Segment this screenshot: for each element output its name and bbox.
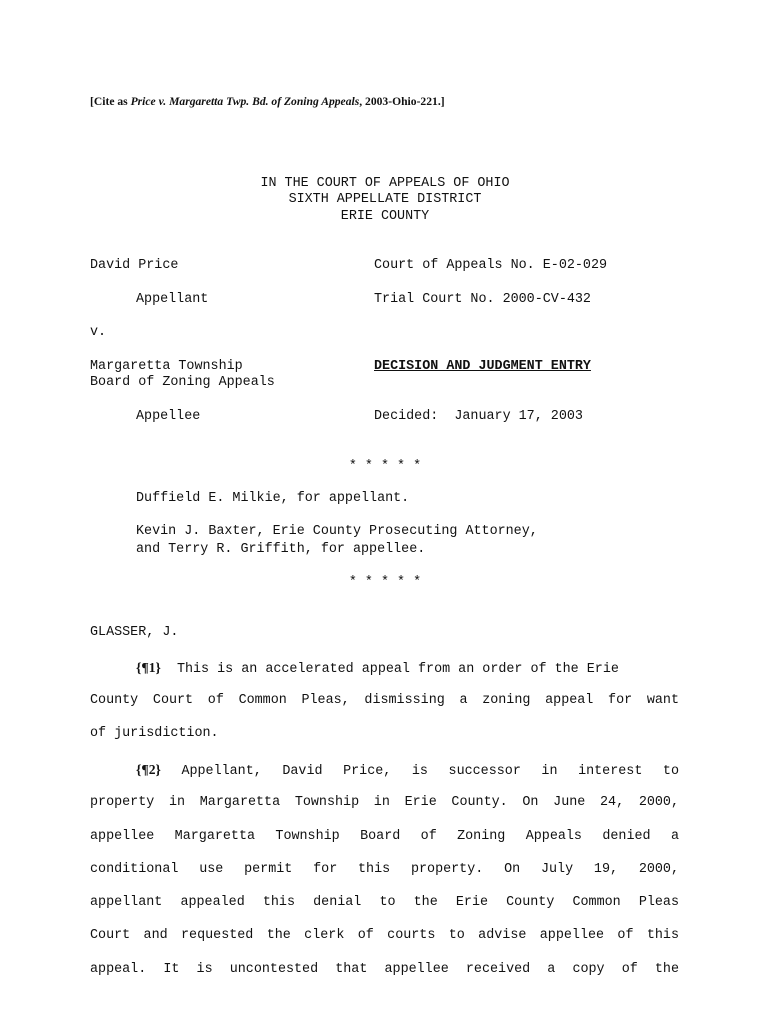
paragraph-line: Court and requested the clerk of courts to advise appellee of this <box>90 928 679 943</box>
appellee-counsel-line1: Kevin J. Baxter, Erie County Prosecuting Attorney, <box>136 524 538 539</box>
separator-top: * * * * * <box>348 459 422 474</box>
court-county: ERIE COUNTY <box>340 209 430 224</box>
versus: v. <box>90 325 107 340</box>
citation-case-name: Price v. Margaretta Twp. Bd. of Zoning Appeals <box>130 95 360 108</box>
court-name: IN THE COURT OF APPEALS OF OHIO <box>260 176 510 191</box>
appellee-name-line2: Board of Zoning Appeals <box>90 375 275 390</box>
decided-date: Decided: January 17, 2003 <box>374 409 583 424</box>
paragraph-text: Appellant, David Price, is successor in interest to <box>181 764 679 779</box>
separator-bottom: * * * * * <box>348 575 422 590</box>
appellee-role: Appellee <box>136 409 201 424</box>
paragraph-1-first-line <box>136 661 619 676</box>
paragraph-line: conditional use permit for this property. On July 19, 2000, <box>90 862 679 877</box>
paragraph-line: County Court of Common Pleas, dismissing a zoning appeal for want <box>90 693 679 708</box>
paragraph-text: This is an accelerated appeal from an order of the Erie <box>176 662 619 677</box>
appellee-counsel-line2: and Terry R. Griffith, for appellee. <box>136 542 426 557</box>
entry-title: DECISION AND JUDGMENT ENTRY <box>374 359 591 374</box>
paragraph-mark: {¶1} <box>136 660 161 675</box>
appellant-name: David Price <box>90 258 179 273</box>
citation-prefix: [Cite as <box>90 95 131 108</box>
appellee-name-line1: Margaretta Township <box>90 359 243 374</box>
citation-suffix: , 2003-Ohio-221.] <box>359 95 445 108</box>
court-district: SIXTH APPELLATE DISTRICT <box>288 192 482 207</box>
paragraph-line: appeal. It is uncontested that appellee received a copy of the <box>90 962 679 977</box>
trial-case-number: Trial Court No. 2000-CV-432 <box>374 292 591 307</box>
paragraph-line: appellee Margaretta Township Board of Zoning Appeals denied a <box>90 829 679 844</box>
paragraph-2-first-line <box>136 763 679 778</box>
paragraph-line: property in Margaretta Township in Erie County. On June 24, 2000, <box>90 795 679 810</box>
judge-name: GLASSER, J. <box>90 625 179 640</box>
paragraph-mark: {¶2} <box>136 762 161 777</box>
appeals-case-number: Court of Appeals No. E-02-029 <box>374 258 608 273</box>
citation-header <box>90 95 445 108</box>
paragraph-line: of jurisdiction. <box>90 726 219 741</box>
appellant-counsel: Duffield E. Milkie, for appellant. <box>136 491 410 506</box>
paragraph-line: appellant appealed this denial to the Erie County Common Pleas <box>90 895 679 910</box>
appellant-role: Appellant <box>136 292 209 307</box>
